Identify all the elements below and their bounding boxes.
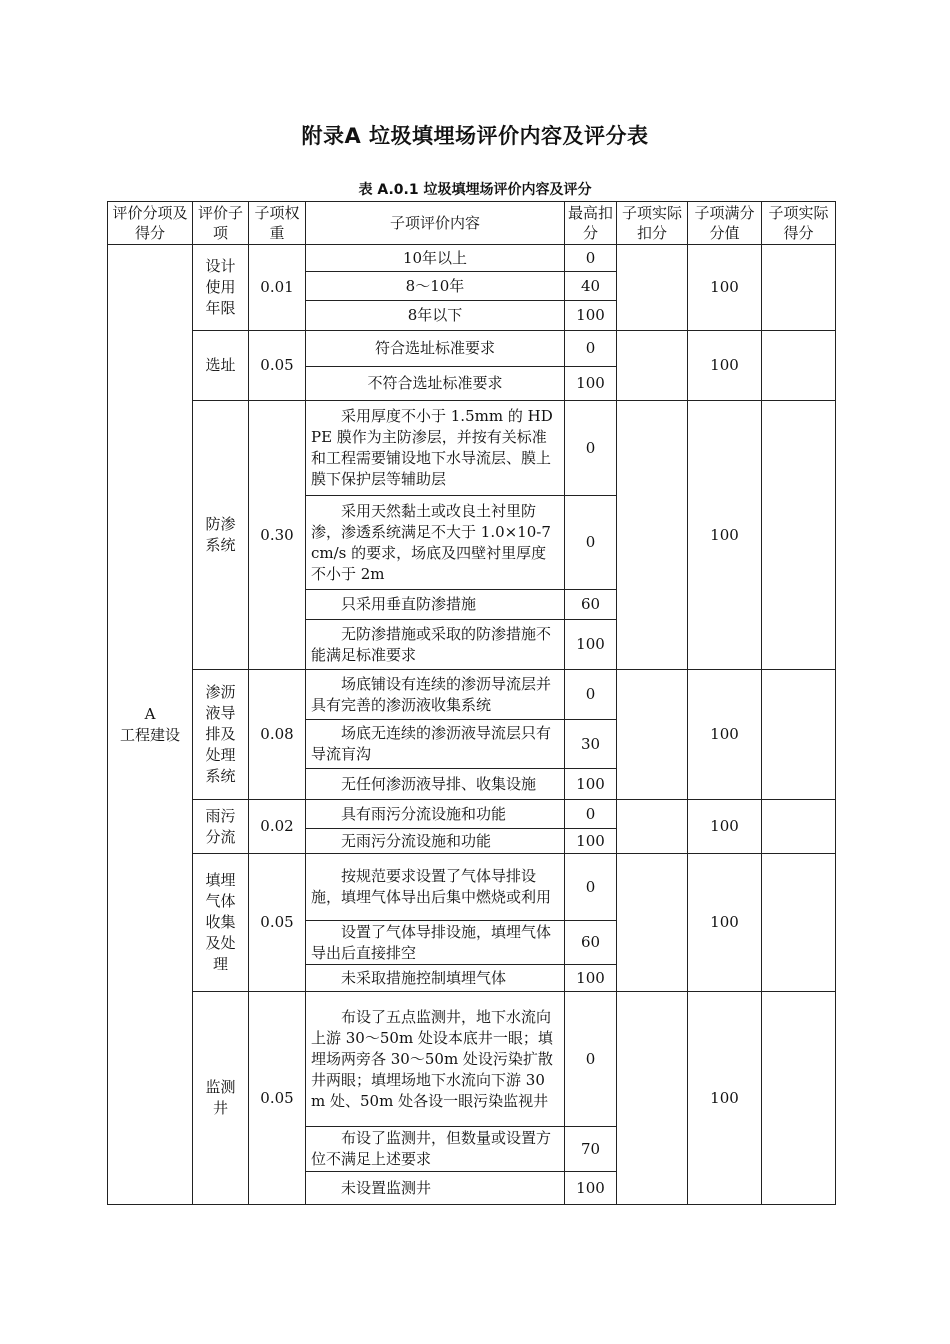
item-max: 0	[565, 992, 617, 1127]
item-max: 100	[565, 1172, 617, 1205]
item-max: 30	[565, 720, 617, 769]
item-content: 8年以下	[306, 301, 565, 331]
table-row	[108, 245, 836, 272]
evaluation-table	[107, 201, 836, 1205]
item-max: 0	[565, 800, 617, 829]
subitem-weight: 0.08	[249, 670, 306, 800]
actual-score-cell	[762, 401, 836, 670]
category-cell	[108, 245, 193, 1205]
actual-deduction-cell	[617, 401, 688, 670]
actual-score-cell	[762, 331, 836, 401]
header-subitem: 评价子项	[193, 202, 249, 245]
header-category: 评价分项及得分	[108, 202, 193, 245]
subitem-full-score: 100	[688, 670, 762, 800]
subitem-name: 填埋气体收集及处理	[193, 854, 249, 992]
item-content: 采用天然黏土或改良土衬里防渗，渗透系统满足不大于 1.0×10-7cm/s 的要求，场底及四壁衬里厚度不小于 2m	[306, 496, 565, 590]
actual-deduction-cell	[617, 245, 688, 331]
actual-score-cell	[762, 800, 836, 854]
item-max: 100	[565, 965, 617, 992]
item-max: 0	[565, 854, 617, 921]
header-row	[108, 202, 836, 245]
item-content: 布设了监测井，但数量或设置方位不满足上述要求	[306, 1127, 565, 1172]
item-max: 100	[565, 367, 617, 401]
item-content: 10年以上	[306, 245, 565, 272]
header-actual-deduction: 子项实际扣分	[617, 202, 688, 245]
header-content: 子项评价内容	[306, 202, 565, 245]
item-content: 符合选址标准要求	[306, 331, 565, 367]
item-max: 70	[565, 1127, 617, 1172]
item-max: 40	[565, 272, 617, 301]
subitem-name: 雨污分流	[193, 800, 249, 854]
item-max: 100	[565, 301, 617, 331]
item-content: 未设置监测井	[306, 1172, 565, 1205]
item-max: 60	[565, 921, 617, 965]
table-row	[108, 992, 836, 1127]
item-content: 无雨污分流设施和功能	[306, 829, 565, 854]
subitem-full-score: 100	[688, 401, 762, 670]
subitem-full-score: 100	[688, 800, 762, 854]
subitem-full-score: 100	[688, 992, 762, 1205]
table-caption: 表 A.0.1 垃圾填埋场评价内容及评分	[358, 182, 592, 198]
subitem-weight: 0.01	[249, 245, 306, 331]
actual-deduction-cell	[617, 800, 688, 854]
table-row	[108, 670, 836, 720]
actual-score-cell	[762, 245, 836, 331]
category-code: A	[144, 704, 156, 723]
table-row	[108, 854, 836, 921]
actual-deduction-cell	[617, 331, 688, 401]
header-max-deduction: 最高扣分	[565, 202, 617, 245]
subitem-weight: 0.05	[249, 331, 306, 401]
subitem-name: 选址	[193, 331, 249, 401]
actual-score-cell	[762, 670, 836, 800]
item-max: 0	[565, 670, 617, 720]
item-content: 布设了五点监测井，地下水流向上游 30～50m 处设本底井一眼；填埋场两旁各 30～50m 处设污染扩散井两眼；填埋场地下水流向下游 30m 处、50m 处各设一眼污染监视井	[306, 992, 565, 1127]
subitem-weight: 0.05	[249, 992, 306, 1205]
item-max: 0	[565, 496, 617, 590]
subitem-name: 监测井	[193, 992, 249, 1205]
item-content: 具有雨污分流设施和功能	[306, 800, 565, 829]
item-content: 8～10年	[306, 272, 565, 301]
item-content: 采用厚度不小于 1.5mm 的 HDPE 膜作为主防渗层，并按有关标准和工程需要铺设地下水导流层、膜上膜下保护层等辅助层	[306, 401, 565, 496]
subitem-weight: 0.02	[249, 800, 306, 854]
subitem-name: 设计使用年限	[193, 245, 249, 331]
actual-deduction-cell	[617, 992, 688, 1205]
item-content: 未采取措施控制填埋气体	[306, 965, 565, 992]
header-actual-score: 子项实际得分	[762, 202, 836, 245]
subitem-weight: 0.30	[249, 401, 306, 670]
actual-deduction-cell	[617, 854, 688, 992]
actual-score-cell	[762, 854, 836, 992]
subitem-full-score: 100	[688, 245, 762, 331]
item-content: 场底铺设有连续的渗沥导流层并具有完善的渗沥液收集系统	[306, 670, 565, 720]
header-full-score: 子项满分分值	[688, 202, 762, 245]
table-row	[108, 401, 836, 496]
item-content: 场底无连续的渗沥液导流层只有导流肓沟	[306, 720, 565, 769]
item-max: 0	[565, 245, 617, 272]
item-content: 不符合选址标准要求	[306, 367, 565, 401]
subitem-name: 渗沥液导排及处理系统	[193, 670, 249, 800]
subitem-full-score: 100	[688, 331, 762, 401]
item-max: 100	[565, 620, 617, 670]
header-weight: 子项权重	[249, 202, 306, 245]
item-content: 按规范要求设置了气体导排设施，填埋气体导出后集中燃烧或利用	[306, 854, 565, 921]
item-content: 无任何渗沥液导排、收集设施	[306, 769, 565, 800]
item-content: 设置了气体导排设施，填埋气体导出后直接排空	[306, 921, 565, 965]
actual-score-cell	[762, 992, 836, 1205]
item-max: 60	[565, 590, 617, 620]
actual-deduction-cell	[617, 670, 688, 800]
page-title: 附录A 垃圾填埋场评价内容及评分表	[301, 124, 649, 148]
subitem-full-score: 100	[688, 854, 762, 992]
item-max: 100	[565, 829, 617, 854]
item-max: 100	[565, 769, 617, 800]
subitem-weight: 0.05	[249, 854, 306, 992]
item-content: 只采用垂直防渗措施	[306, 590, 565, 620]
table-row	[108, 331, 836, 367]
item-max: 0	[565, 401, 617, 496]
table-row	[108, 800, 836, 829]
item-content: 无防渗措施或采取的防渗措施不能满足标准要求	[306, 620, 565, 670]
item-max: 0	[565, 331, 617, 367]
subitem-name: 防渗系统	[193, 401, 249, 670]
category-name: 工程建设	[119, 725, 180, 744]
